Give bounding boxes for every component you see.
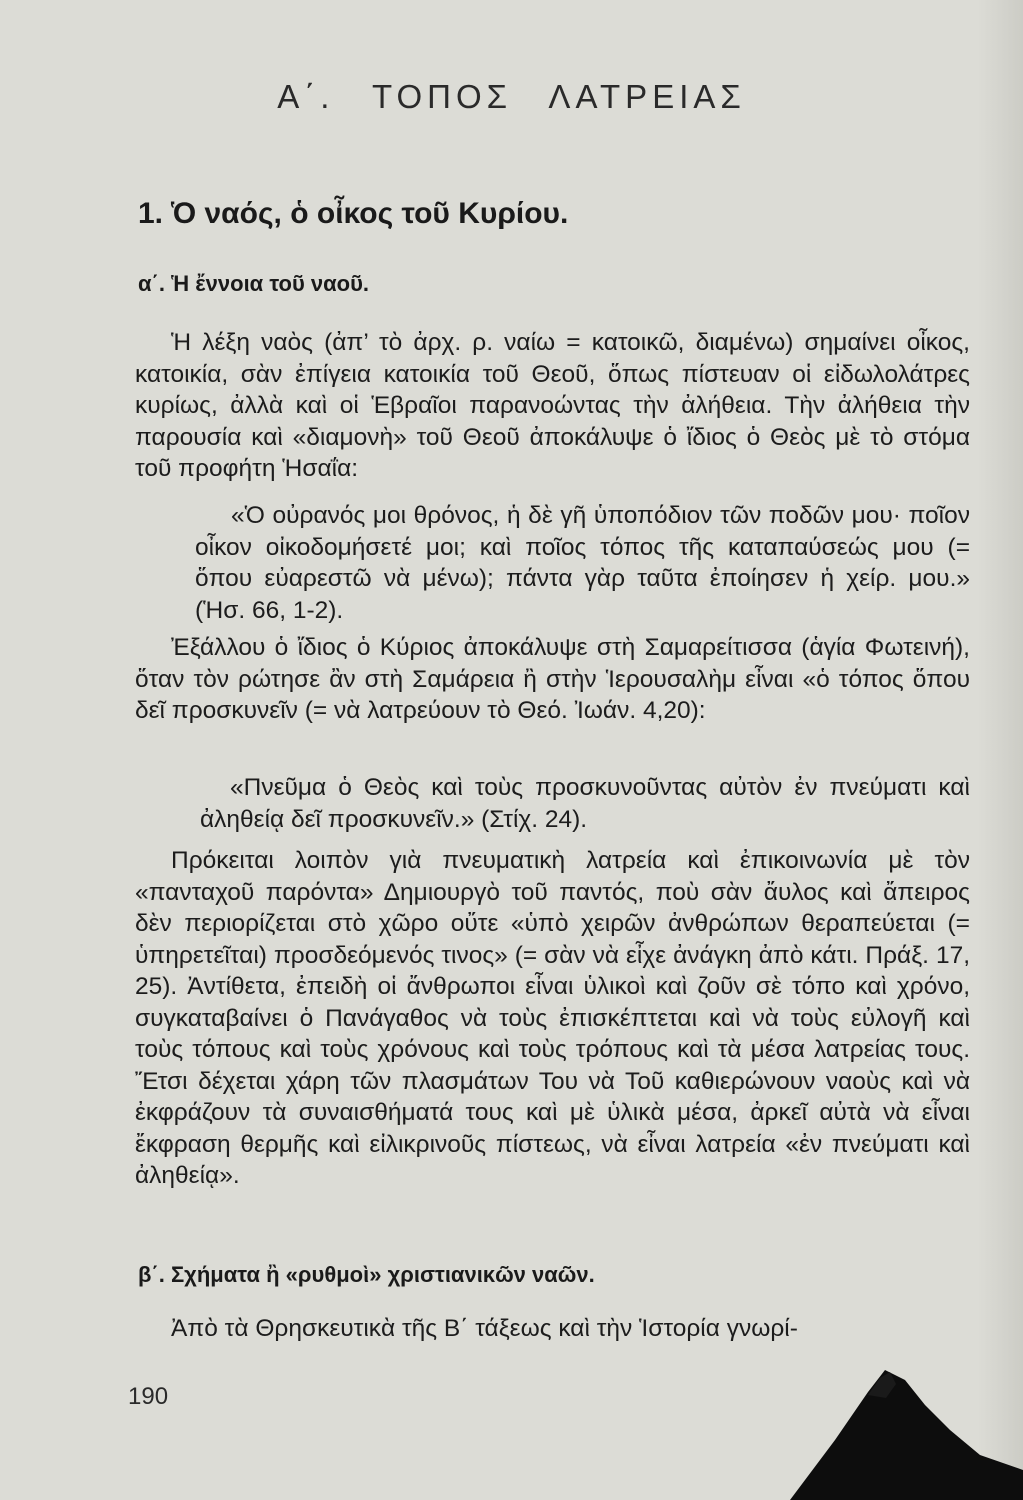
chapter-title: Α΄. ΤΟΠΟΣ ΛΑΤΡΕΙΑΣ <box>277 78 746 115</box>
paragraph-1: Ἡ λέξη ναὸς (ἀπ’ τὸ ἀρχ. ρ. ναίω = κατοικῶ, διαμένω) σημαίνει οἶκος, κατοικία, σὰν ἐπίγεια κατοικία τοῦ Θεοῦ, ὅπως πίστευαν οἱ εἰδωλολάτρες κυρίως, ἀλλὰ καὶ οἱ Ἑβραῖοι παρανοώντας τὴν ἀλήθεια. Τὴν ἀλήθεια τὴν παρουσία καὶ «διαμονὴ» τοῦ Θεοῦ ἀποκάλυψε ὁ ἴδιος ὁ Θεὸς μὲ τὸ στόμα τοῦ προφήτη Ἡσαΐα: <box>135 329 970 482</box>
page-edge-shadow <box>977 0 1023 1500</box>
paragraph-3: Πρόκειται λοιπὸν γιὰ πνευματικὴ λατρεία καὶ ἐπικοινωνία μὲ τὸν «πανταχοῦ παρόντα» Δημιουργὸ τοῦ παντός, ποὺ σὰν ἄυλος καὶ ἄπειρος δὲν περιορίζεται στὸ χῶρο οὔτε «ὑπὸ χειρῶν ἀνθρώπων θεραπεύεται (= ὑπηρετεῖται) προσδεόμενός τινος» (= σὰν νὰ εἶχε ἀνάγκη ἀπὸ κάτι. Πράξ. 17, 25). Ἀντίθετα, ἐπειδὴ οἱ ἄνθρωποι εἶναι ὑλικοὶ καὶ ζοῦν σὲ τόπο καὶ χρόνο, συγκαταβαίνει ὁ Πανάγαθος νὰ τοὺς ἐπισκέπτεται καὶ νὰ τοὺς εὐλογῆ καὶ τοὺς τόπους καὶ τοὺς χρόνους καὶ τοὺς τρόπους καὶ τὰ μέσα λατρείας τους. Ἔτσι δέχεται χάρη τῶν πλασμάτων Του νὰ Τοῦ καθιερώνουν ναοὺς καὶ νὰ ἐκφράζουν τὰ συναισθήματά τους καὶ μὲ ὑλικὰ μέσα, ἀρκεῖ αὐτὰ νὰ εἶναι ἔκφραση θερμῆς καὶ εἰλικρινοῦς πίστεως, νὰ εἶναι λατρεία «ἐν πνεύματι καὶ ἀληθείᾳ». <box>135 847 970 1189</box>
section-title: 1. Ὁ ναός, ὁ οἶκος τοῦ Κυρίου. <box>138 197 569 230</box>
quote-isaiah: «Ὁ οὐρανός μοι θρόνος, ἡ δὲ γῆ ὑποπόδιον τῶν ποδῶν μου· ποῖον οἶκον οἰκοδομήσετέ μοι; καὶ ποῖος τόπος τῆς καταπαύσεώς μου (= ὅπου εὐαρεστῶ νὰ μένω); πάντα γὰρ ταῦτα ἐποίησεν ἡ χείρ. μου.» (Ἡσ. 66, 1-2). <box>195 502 970 624</box>
paragraph-2: Ἐξάλλου ὁ ἴδιος ὁ Κύριος ἀποκάλυψε στὴ Σαμαρείτισσα (ἁγία Φωτεινή), ὅταν τὸν ρώτησε ἂν στὴ Σαμάρεια ἢ στὴν Ἱερουσαλὴμ εἶναι «ὁ τόπος ὅπου δεῖ προσκυνεῖν (= νὰ λατρεύουν τὸ Θεό. Ἰωάν. 4,20): <box>135 634 970 724</box>
paragraph-4: Ἀπὸ τὰ Θρησκευτικὰ τῆς Β΄ τάξεως καὶ τὴν Ἱστορία γνωρί- <box>171 1315 798 1342</box>
quote-john: «Πνεῦμα ὁ Θεὸς καὶ τοὺς προσκυνοῦντας αὐτὸν ἐν πνεύματι καὶ ἀληθείᾳ δεῖ προσκυνεῖν.» (Στίχ. 24). <box>200 774 970 833</box>
page-number: 190 <box>128 1383 169 1410</box>
subsection-title-b: β΄. Σχήματα ἢ «ρυθμοὶ» χριστιανικῶν ναῶν. <box>138 1262 595 1287</box>
subsection-title-a: α΄. Ἡ ἔννοια τοῦ ναοῦ. <box>138 271 369 296</box>
